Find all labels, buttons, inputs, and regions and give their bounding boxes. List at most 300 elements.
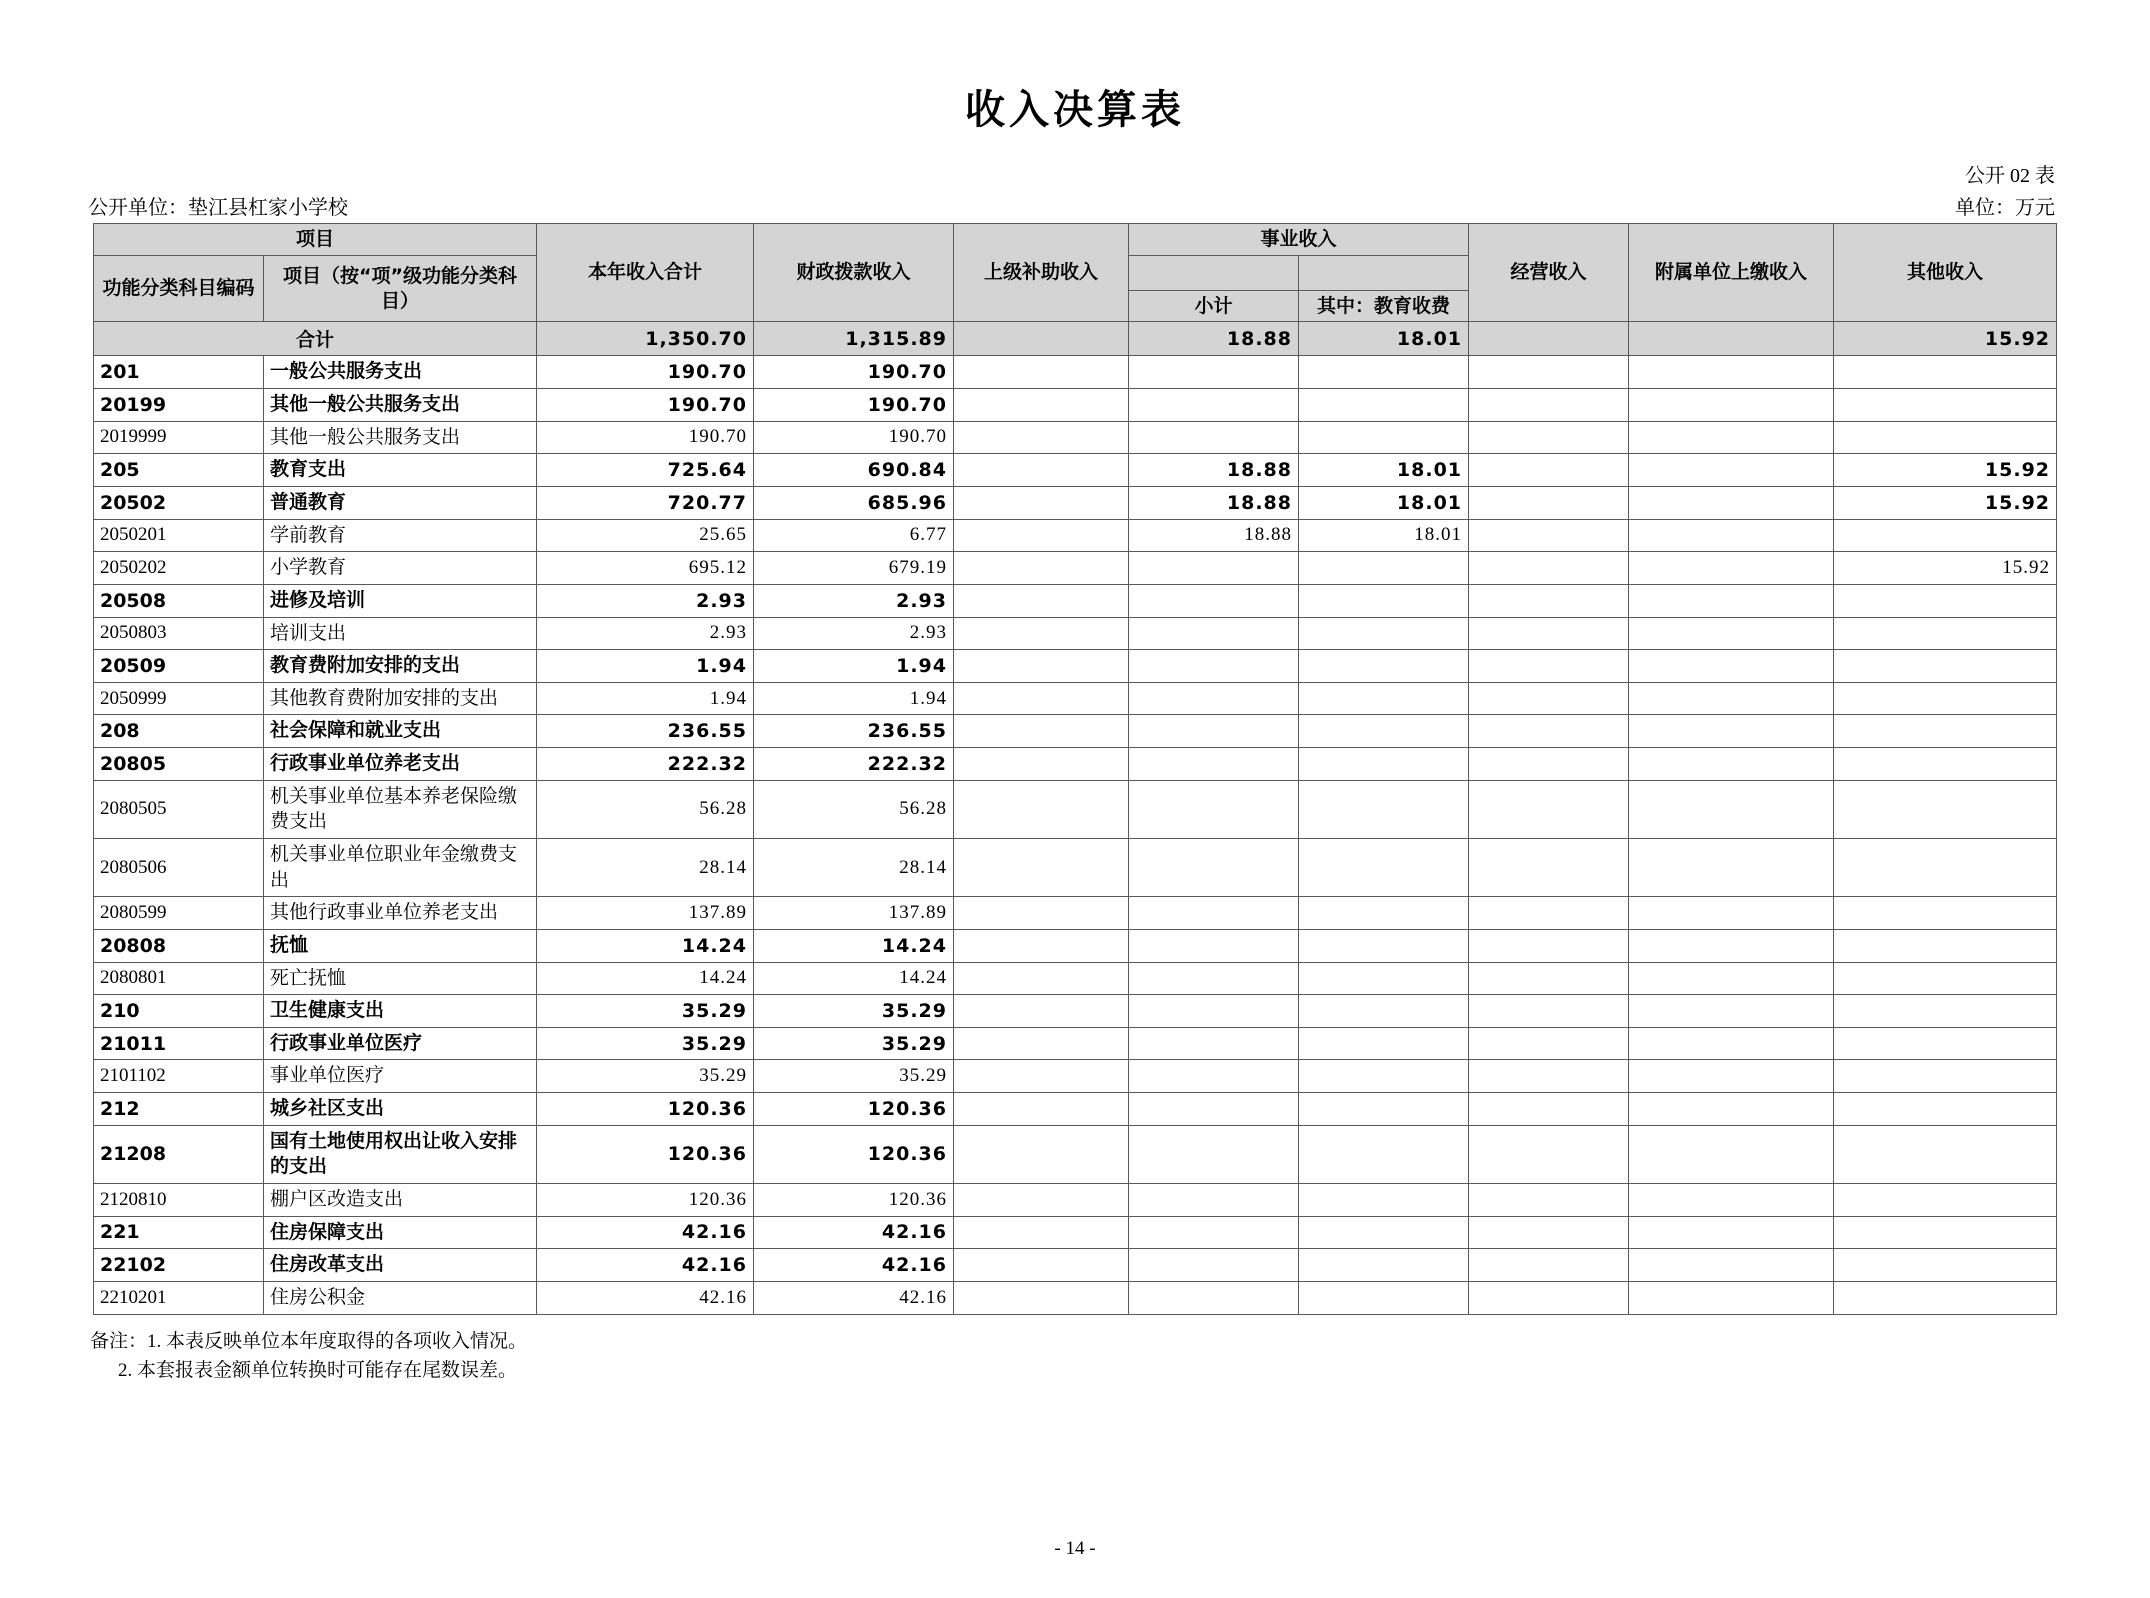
row-function-code: 20509 <box>93 650 263 683</box>
row-function-code: 2080506 <box>93 838 263 896</box>
row-fiscal-appropriation: 35.29 <box>754 1060 954 1093</box>
row-project-name: 卫生健康支出 <box>263 995 536 1028</box>
row-business-subtotal <box>1129 682 1299 715</box>
row-affiliate-remittance <box>1629 1027 1834 1060</box>
row-superior-subsidy <box>954 715 1129 748</box>
row-fiscal-appropriation: 42.16 <box>754 1249 954 1282</box>
row-fiscal-appropriation: 14.24 <box>754 962 954 995</box>
row-other-income <box>1834 519 2057 552</box>
table-row <box>93 1125 2056 1183</box>
row-project-name: 一般公共服务支出 <box>263 356 536 389</box>
row-function-code: 205 <box>93 454 263 487</box>
row-business-education-fee <box>1299 995 1469 1028</box>
table-row <box>93 780 2056 838</box>
row-total-income: 720.77 <box>537 486 754 519</box>
header-other-income: 其他收入 <box>1834 224 2057 322</box>
row-function-code: 2019999 <box>93 421 263 454</box>
row-business-education-fee <box>1299 1216 1469 1249</box>
row-project-name: 棚户区改造支出 <box>263 1184 536 1217</box>
row-other-income <box>1834 897 2057 930</box>
row-function-code: 21011 <box>93 1027 263 1060</box>
row-operating-income <box>1469 1093 1629 1126</box>
header-affiliate-remittance: 附属单位上缴收入 <box>1629 224 1834 322</box>
row-project-name: 其他教育费附加安排的支出 <box>263 682 536 715</box>
row-superior-subsidy <box>954 1281 1129 1314</box>
total-row-business-sub: 18.88 <box>1129 322 1299 356</box>
row-superior-subsidy <box>954 650 1129 683</box>
row-business-education-fee <box>1299 1281 1469 1314</box>
row-business-education-fee <box>1299 1027 1469 1060</box>
row-fiscal-appropriation: 120.36 <box>754 1184 954 1217</box>
header-operating-income: 经营收入 <box>1469 224 1629 322</box>
row-superior-subsidy <box>954 552 1129 585</box>
row-operating-income <box>1469 650 1629 683</box>
row-function-code: 20508 <box>93 584 263 617</box>
row-business-subtotal: 18.88 <box>1129 454 1299 487</box>
row-affiliate-remittance <box>1629 1216 1834 1249</box>
header-total-income: 本年收入合计 <box>537 224 754 322</box>
row-business-subtotal <box>1129 1027 1299 1060</box>
row-business-subtotal <box>1129 897 1299 930</box>
row-superior-subsidy <box>954 929 1129 962</box>
row-total-income: 25.65 <box>537 519 754 552</box>
table-row <box>93 454 2056 487</box>
note-line-1: 备注：1. 本表反映单位本年度取得的各项收入情况。 <box>90 1330 528 1352</box>
row-fiscal-appropriation: 137.89 <box>754 897 954 930</box>
row-business-education-fee <box>1299 1093 1469 1126</box>
row-function-code: 201 <box>93 356 263 389</box>
row-total-income: 120.36 <box>537 1093 754 1126</box>
row-other-income <box>1834 929 2057 962</box>
row-superior-subsidy <box>954 682 1129 715</box>
row-fiscal-appropriation: 690.84 <box>754 454 954 487</box>
row-function-code: 2080505 <box>93 780 263 838</box>
header-function-code: 功能分类科目编码 <box>93 255 263 322</box>
row-affiliate-remittance <box>1629 838 1834 896</box>
header-project-group: 项目 <box>93 224 536 256</box>
row-function-code: 2050999 <box>93 682 263 715</box>
row-total-income: 1.94 <box>537 682 754 715</box>
table-row <box>93 1027 2056 1060</box>
row-project-name: 住房改革支出 <box>263 1249 536 1282</box>
row-operating-income <box>1469 780 1629 838</box>
row-affiliate-remittance <box>1629 715 1834 748</box>
row-business-subtotal <box>1129 1249 1299 1282</box>
row-fiscal-appropriation: 190.70 <box>754 421 954 454</box>
row-total-income: 42.16 <box>537 1216 754 1249</box>
table-row <box>93 486 2056 519</box>
header-business-income-group: 事业收入 <box>1129 224 1469 256</box>
row-business-education-fee <box>1299 682 1469 715</box>
row-affiliate-remittance <box>1629 454 1834 487</box>
row-superior-subsidy <box>954 1027 1129 1060</box>
row-other-income <box>1834 421 2057 454</box>
row-superior-subsidy <box>954 1184 1129 1217</box>
table-row <box>93 715 2056 748</box>
row-function-code: 20502 <box>93 486 263 519</box>
row-business-education-fee <box>1299 356 1469 389</box>
row-affiliate-remittance <box>1629 1249 1834 1282</box>
row-function-code: 210 <box>93 995 263 1028</box>
row-operating-income <box>1469 1027 1629 1060</box>
row-total-income: 1.94 <box>537 650 754 683</box>
row-business-subtotal <box>1129 1184 1299 1217</box>
row-operating-income <box>1469 929 1629 962</box>
row-project-name: 抚恤 <box>263 929 536 962</box>
row-business-education-fee: 18.01 <box>1299 486 1469 519</box>
row-total-income: 120.36 <box>537 1184 754 1217</box>
row-project-name: 进修及培训 <box>263 584 536 617</box>
table-row <box>93 552 2056 585</box>
row-operating-income <box>1469 1184 1629 1217</box>
row-function-code: 212 <box>93 1093 263 1126</box>
table-body <box>93 322 2056 1314</box>
table-row <box>93 356 2056 389</box>
row-function-code: 2080801 <box>93 962 263 995</box>
table-row <box>93 838 2056 896</box>
total-row-fiscal: 1,315.89 <box>754 322 954 356</box>
row-business-education-fee: 18.01 <box>1299 519 1469 552</box>
row-other-income <box>1834 356 2057 389</box>
form-label: 公开 02 表 <box>1965 165 2055 187</box>
row-total-income: 236.55 <box>537 715 754 748</box>
row-total-income: 28.14 <box>537 838 754 896</box>
row-other-income <box>1834 962 2057 995</box>
row-other-income <box>1834 1281 2057 1314</box>
row-operating-income <box>1469 1216 1629 1249</box>
row-total-income: 190.70 <box>537 421 754 454</box>
document-page <box>0 78 2150 1598</box>
row-fiscal-appropriation: 120.36 <box>754 1125 954 1183</box>
row-operating-income <box>1469 584 1629 617</box>
row-other-income <box>1834 682 2057 715</box>
table-header-row-1 <box>93 224 2056 256</box>
row-other-income: 15.92 <box>1834 552 2057 585</box>
row-superior-subsidy <box>954 1093 1129 1126</box>
row-other-income <box>1834 715 2057 748</box>
row-affiliate-remittance <box>1629 389 1834 422</box>
table-row <box>93 617 2056 650</box>
row-other-income <box>1834 748 2057 781</box>
row-fiscal-appropriation: 222.32 <box>754 748 954 781</box>
header-fiscal-appropriation: 财政拨款收入 <box>754 224 954 322</box>
table-row <box>93 1249 2056 1282</box>
row-fiscal-appropriation: 120.36 <box>754 1093 954 1126</box>
row-total-income: 56.28 <box>537 780 754 838</box>
row-operating-income <box>1469 519 1629 552</box>
row-business-education-fee <box>1299 1060 1469 1093</box>
row-fiscal-appropriation: 14.24 <box>754 929 954 962</box>
row-total-income: 35.29 <box>537 1060 754 1093</box>
document-meta <box>0 165 2150 219</box>
row-project-name: 培训支出 <box>263 617 536 650</box>
table-row <box>93 389 2056 422</box>
header-business-subtotal: 小计 <box>1129 290 1299 322</box>
table-row <box>93 421 2056 454</box>
row-fiscal-appropriation: 236.55 <box>754 715 954 748</box>
row-project-name: 普通教育 <box>263 486 536 519</box>
row-project-name: 其他一般公共服务支出 <box>263 389 536 422</box>
row-business-subtotal <box>1129 1093 1299 1126</box>
row-business-subtotal <box>1129 650 1299 683</box>
row-total-income: 190.70 <box>537 389 754 422</box>
row-function-code: 2050803 <box>93 617 263 650</box>
row-total-income: 137.89 <box>537 897 754 930</box>
row-fiscal-appropriation: 42.16 <box>754 1281 954 1314</box>
table-row <box>93 1281 2056 1314</box>
row-business-education-fee <box>1299 748 1469 781</box>
row-function-code: 221 <box>93 1216 263 1249</box>
row-fiscal-appropriation: 190.70 <box>754 389 954 422</box>
row-business-education-fee <box>1299 650 1469 683</box>
row-other-income <box>1834 1125 2057 1183</box>
row-business-education-fee <box>1299 1125 1469 1183</box>
row-other-income <box>1834 1184 2057 1217</box>
row-business-education-fee <box>1299 780 1469 838</box>
header-business-education-fee: 其中：教育收费 <box>1299 290 1469 322</box>
table-row <box>93 1093 2056 1126</box>
row-superior-subsidy <box>954 1125 1129 1183</box>
row-business-education-fee <box>1299 929 1469 962</box>
row-superior-subsidy <box>954 356 1129 389</box>
row-business-subtotal <box>1129 1125 1299 1183</box>
row-project-name: 死亡抚恤 <box>263 962 536 995</box>
row-project-name: 住房保障支出 <box>263 1216 536 1249</box>
row-affiliate-remittance <box>1629 1281 1834 1314</box>
row-business-subtotal: 18.88 <box>1129 519 1299 552</box>
row-function-code: 20805 <box>93 748 263 781</box>
table-notes <box>90 1327 2150 1386</box>
row-other-income <box>1834 1216 2057 1249</box>
row-operating-income <box>1469 995 1629 1028</box>
row-business-subtotal <box>1129 389 1299 422</box>
row-affiliate-remittance <box>1629 584 1834 617</box>
row-business-education-fee <box>1299 962 1469 995</box>
row-business-subtotal <box>1129 1216 1299 1249</box>
row-affiliate-remittance <box>1629 1184 1834 1217</box>
row-superior-subsidy <box>954 617 1129 650</box>
row-fiscal-appropriation: 1.94 <box>754 682 954 715</box>
row-project-name: 其他行政事业单位养老支出 <box>263 897 536 930</box>
row-other-income <box>1834 780 2057 838</box>
header-business-spacer-2 <box>1299 255 1469 290</box>
table-row <box>93 650 2056 683</box>
row-operating-income <box>1469 389 1629 422</box>
row-operating-income <box>1469 617 1629 650</box>
row-business-subtotal <box>1129 780 1299 838</box>
row-operating-income <box>1469 962 1629 995</box>
row-superior-subsidy <box>954 897 1129 930</box>
total-row-affiliate <box>1629 322 1834 356</box>
row-superior-subsidy <box>954 780 1129 838</box>
row-function-code: 20808 <box>93 929 263 962</box>
row-operating-income <box>1469 897 1629 930</box>
row-project-name: 机关事业单位职业年金缴费支出 <box>263 838 536 896</box>
row-project-name: 行政事业单位养老支出 <box>263 748 536 781</box>
table-row <box>93 1060 2056 1093</box>
total-row-superior <box>954 322 1129 356</box>
table-row <box>93 962 2056 995</box>
note-line-2: 2. 本套报表金额单位转换时可能存在尾数误差。 <box>118 1360 518 1382</box>
row-affiliate-remittance <box>1629 897 1834 930</box>
row-total-income: 222.32 <box>537 748 754 781</box>
row-superior-subsidy <box>954 421 1129 454</box>
total-row-label: 合计 <box>93 322 536 356</box>
row-business-subtotal <box>1129 617 1299 650</box>
row-total-income: 42.16 <box>537 1249 754 1282</box>
row-business-subtotal <box>1129 838 1299 896</box>
row-affiliate-remittance <box>1629 1060 1834 1093</box>
row-operating-income <box>1469 454 1629 487</box>
row-affiliate-remittance <box>1629 519 1834 552</box>
row-business-subtotal <box>1129 584 1299 617</box>
row-fiscal-appropriation: 685.96 <box>754 486 954 519</box>
row-project-name: 学前教育 <box>263 519 536 552</box>
row-affiliate-remittance <box>1629 486 1834 519</box>
row-fiscal-appropriation: 28.14 <box>754 838 954 896</box>
row-affiliate-remittance <box>1629 995 1834 1028</box>
table-row <box>93 1184 2056 1217</box>
income-final-accounts-table <box>93 223 2057 1315</box>
row-other-income <box>1834 650 2057 683</box>
total-row-total: 1,350.70 <box>537 322 754 356</box>
row-operating-income <box>1469 1060 1629 1093</box>
row-project-name: 教育支出 <box>263 454 536 487</box>
row-business-subtotal: 18.88 <box>1129 486 1299 519</box>
row-operating-income <box>1469 715 1629 748</box>
row-function-code: 2210201 <box>93 1281 263 1314</box>
total-row-other: 15.92 <box>1834 322 2057 356</box>
header-project-name: 项目（按“项”级功能分类科目） <box>263 255 536 322</box>
row-fiscal-appropriation: 56.28 <box>754 780 954 838</box>
header-superior-subsidy: 上级补助收入 <box>954 224 1129 322</box>
table-row <box>93 995 2056 1028</box>
row-business-subtotal <box>1129 929 1299 962</box>
row-total-income: 2.93 <box>537 617 754 650</box>
row-business-subtotal <box>1129 356 1299 389</box>
table-row <box>93 929 2056 962</box>
row-business-subtotal <box>1129 962 1299 995</box>
row-total-income: 35.29 <box>537 1027 754 1060</box>
row-operating-income <box>1469 421 1629 454</box>
row-function-code: 2101102 <box>93 1060 263 1093</box>
row-operating-income <box>1469 486 1629 519</box>
row-other-income <box>1834 1249 2057 1282</box>
row-function-code: 208 <box>93 715 263 748</box>
row-project-name: 国有土地使用权出让收入安排的支出 <box>263 1125 536 1183</box>
row-fiscal-appropriation: 1.94 <box>754 650 954 683</box>
row-other-income <box>1834 838 2057 896</box>
row-other-income <box>1834 389 2057 422</box>
row-business-education-fee <box>1299 1249 1469 1282</box>
row-operating-income <box>1469 1249 1629 1282</box>
row-affiliate-remittance <box>1629 682 1834 715</box>
row-business-education-fee <box>1299 584 1469 617</box>
row-superior-subsidy <box>954 1249 1129 1282</box>
row-business-education-fee <box>1299 715 1469 748</box>
row-other-income <box>1834 1093 2057 1126</box>
row-business-education-fee: 18.01 <box>1299 454 1469 487</box>
row-business-education-fee <box>1299 1184 1469 1217</box>
row-function-code: 2120810 <box>93 1184 263 1217</box>
row-business-subtotal <box>1129 995 1299 1028</box>
row-affiliate-remittance <box>1629 929 1834 962</box>
row-operating-income <box>1469 1281 1629 1314</box>
table-row <box>93 748 2056 781</box>
row-business-subtotal <box>1129 748 1299 781</box>
row-business-education-fee <box>1299 897 1469 930</box>
row-function-code: 2050201 <box>93 519 263 552</box>
row-total-income: 695.12 <box>537 552 754 585</box>
row-function-code: 22102 <box>93 1249 263 1282</box>
row-total-income: 2.93 <box>537 584 754 617</box>
row-fiscal-appropriation: 35.29 <box>754 995 954 1028</box>
row-project-name: 小学教育 <box>263 552 536 585</box>
row-project-name: 教育费附加安排的支出 <box>263 650 536 683</box>
row-affiliate-remittance <box>1629 421 1834 454</box>
row-operating-income <box>1469 552 1629 585</box>
row-operating-income <box>1469 1125 1629 1183</box>
table-row-total <box>93 322 2056 356</box>
row-superior-subsidy <box>954 486 1129 519</box>
row-project-name: 其他一般公共服务支出 <box>263 421 536 454</box>
row-fiscal-appropriation: 6.77 <box>754 519 954 552</box>
row-superior-subsidy <box>954 838 1129 896</box>
row-project-name: 事业单位医疗 <box>263 1060 536 1093</box>
row-business-subtotal <box>1129 552 1299 585</box>
row-total-income: 35.29 <box>537 995 754 1028</box>
row-superior-subsidy <box>954 1060 1129 1093</box>
row-fiscal-appropriation: 190.70 <box>754 356 954 389</box>
row-project-name: 机关事业单位基本养老保险缴费支出 <box>263 780 536 838</box>
row-project-name: 行政事业单位医疗 <box>263 1027 536 1060</box>
row-business-education-fee <box>1299 838 1469 896</box>
row-other-income <box>1834 584 2057 617</box>
row-affiliate-remittance <box>1629 650 1834 683</box>
row-total-income: 14.24 <box>537 929 754 962</box>
public-unit-label: 公开单位：垫江县杠家小学校 <box>88 197 348 219</box>
table-row <box>93 1216 2056 1249</box>
row-operating-income <box>1469 838 1629 896</box>
row-operating-income <box>1469 356 1629 389</box>
row-fiscal-appropriation: 2.93 <box>754 617 954 650</box>
row-total-income: 120.36 <box>537 1125 754 1183</box>
row-other-income: 15.92 <box>1834 486 2057 519</box>
row-other-income <box>1834 1027 2057 1060</box>
row-superior-subsidy <box>954 1216 1129 1249</box>
row-operating-income <box>1469 682 1629 715</box>
row-superior-subsidy <box>954 584 1129 617</box>
row-function-code: 2050202 <box>93 552 263 585</box>
row-affiliate-remittance <box>1629 1125 1834 1183</box>
total-row-operating <box>1469 322 1629 356</box>
row-superior-subsidy <box>954 748 1129 781</box>
row-business-education-fee <box>1299 389 1469 422</box>
page-title: 收入决算表 <box>965 87 1185 133</box>
row-other-income <box>1834 995 2057 1028</box>
table-row <box>93 897 2056 930</box>
row-affiliate-remittance <box>1629 552 1834 585</box>
row-business-subtotal <box>1129 1060 1299 1093</box>
row-total-income: 190.70 <box>537 356 754 389</box>
table-row <box>93 682 2056 715</box>
row-other-income <box>1834 617 2057 650</box>
row-project-name: 住房公积金 <box>263 1281 536 1314</box>
total-row-business-edu: 18.01 <box>1299 322 1469 356</box>
row-other-income <box>1834 1060 2057 1093</box>
row-affiliate-remittance <box>1629 780 1834 838</box>
row-superior-subsidy <box>954 454 1129 487</box>
